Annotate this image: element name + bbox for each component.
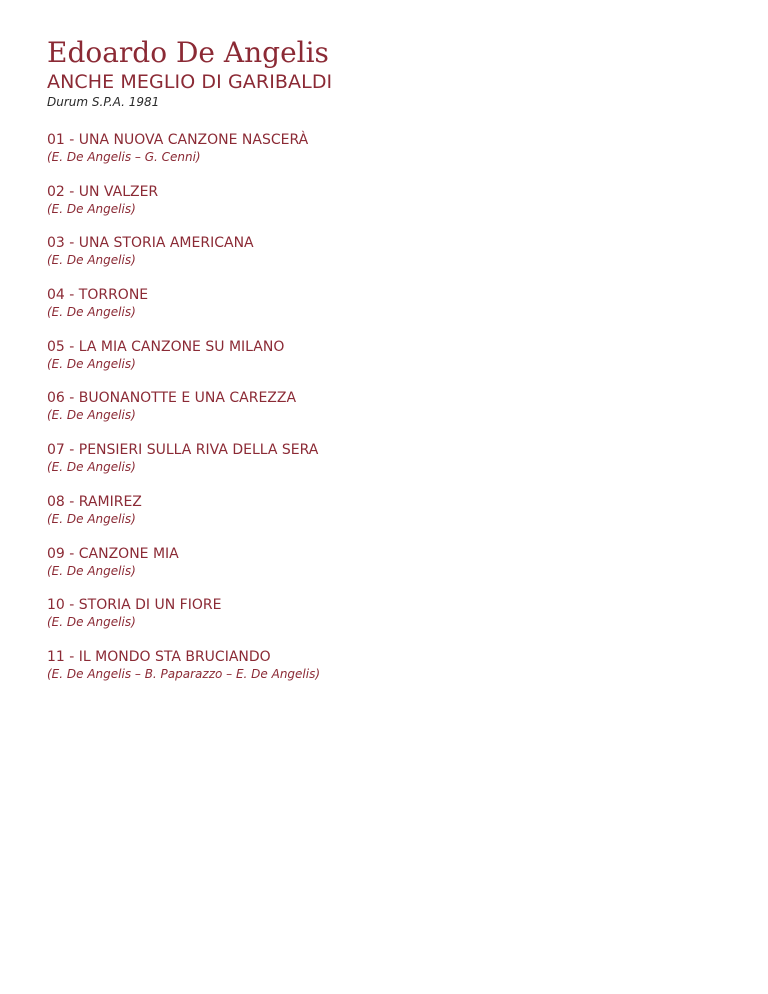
track-item [47,131,727,183]
track-item [47,338,727,390]
track-title: 08 - RAMIREZ [47,493,142,510]
track-title: 09 - CANZONE MIA [47,545,179,562]
track-list [47,131,727,700]
track-credit: (E. De Angelis) [47,563,136,578]
track-title: 11 - IL MONDO STA BRUCIANDO [47,648,271,665]
track-credit: (E. De Angelis) [47,460,136,475]
album-title: ANCHE MEGLIO DI GARIBALDI [47,71,333,93]
track-item [47,545,727,597]
track-title: 03 - UNA STORIA AMERICANA [47,235,254,252]
track-title: 01 - UNA NUOVA CANZONE NASCERÀ [47,132,309,148]
track-item [47,648,727,700]
track-item [47,286,727,338]
track-title: 05 - LA MIA CANZONE SU MILANO [47,338,285,355]
track-item [47,493,727,545]
track-title: 06 - BUONANOTTE E UNA CAREZZA [47,390,297,407]
track-item [47,234,727,286]
track-credit: (E. De Angelis – G. Cenni) [47,150,201,164]
track-item [47,596,727,648]
track-item [47,183,727,235]
artist-name: Edoardo De Angelis [47,36,329,69]
track-credit: (E. De Angelis) [47,615,136,630]
track-credit: (E. De Angelis – B. Paparazzo – E. De Angelis) [47,666,321,681]
track-title: 02 - UN VALZER [47,183,159,200]
record-label: Durum S.P.A. 1981 [47,95,160,109]
track-title: 10 - STORIA DI UN FIORE [47,597,222,614]
track-title: 07 - PENSIERI SULLA RIVA DELLA SERA [47,442,319,459]
track-credit: (E. De Angelis) [47,408,136,423]
track-credit: (E. De Angelis) [47,511,136,526]
track-credit: (E. De Angelis) [47,356,136,371]
track-credit: (E. De Angelis) [47,305,136,320]
track-title: 04 - TORRONE [47,287,149,304]
track-credit: (E. De Angelis) [47,253,136,268]
track-item [47,441,727,493]
track-credit: (E. De Angelis) [47,201,136,216]
album-sheet [47,36,727,700]
track-item [47,389,727,441]
